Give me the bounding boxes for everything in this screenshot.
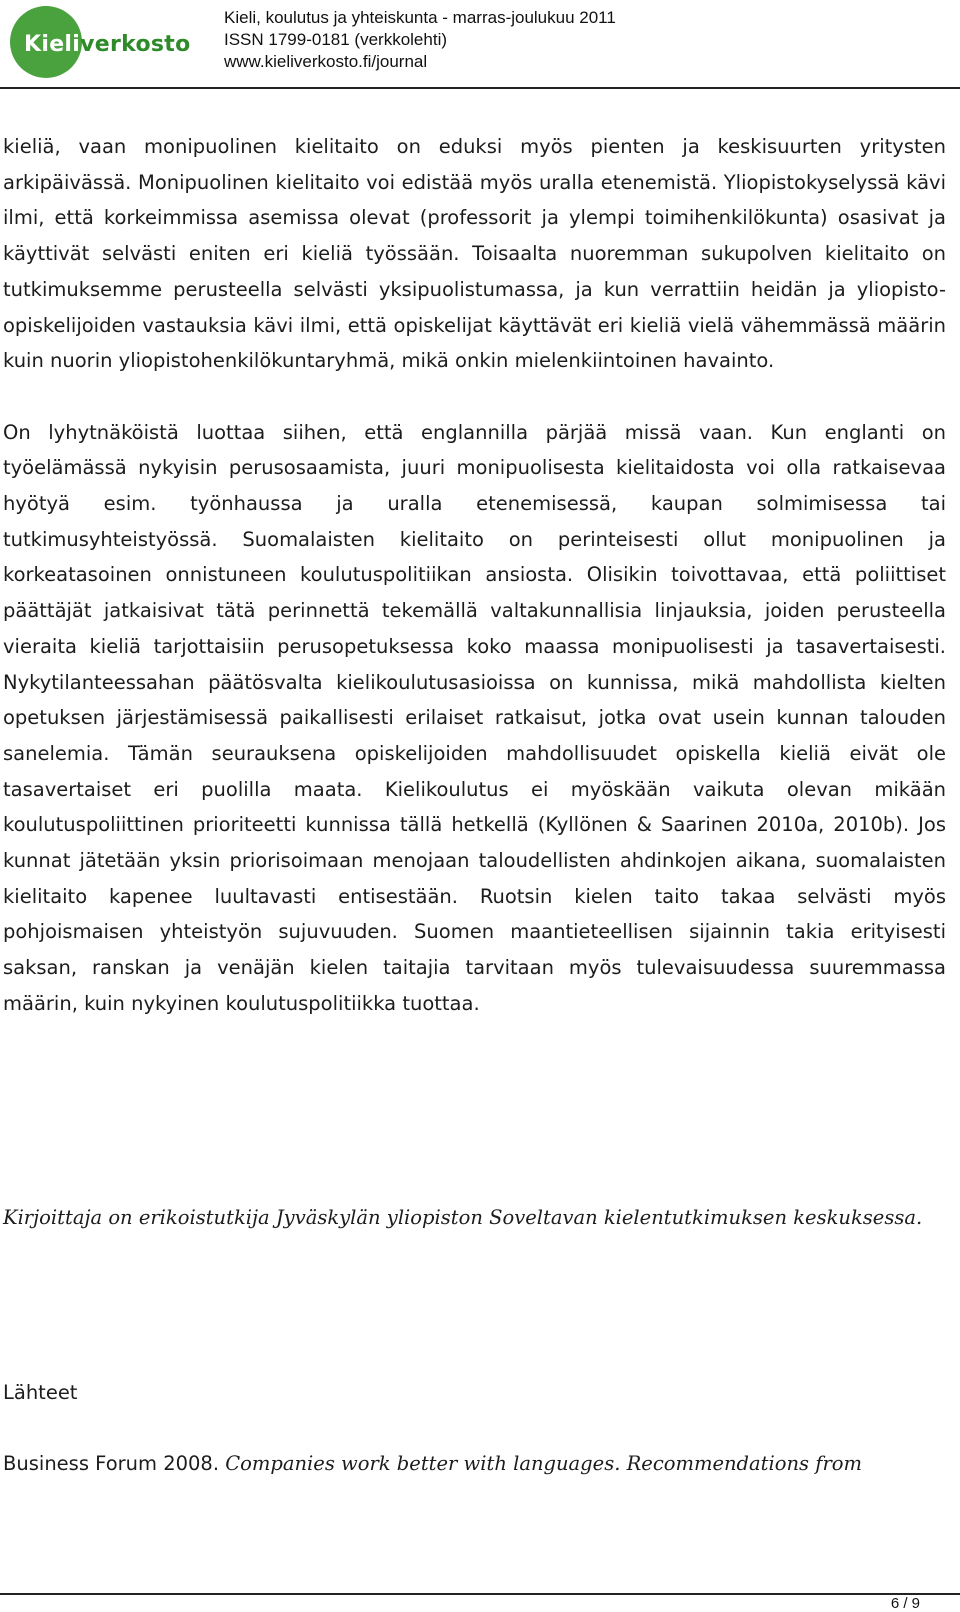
page-number: 6 / 9 bbox=[890, 1595, 920, 1612]
paragraph-2: On lyhytnäköistä luottaa siihen, että englannilla pärjää missä vaan. Kun englanti on työelämässä nykyisin perusosaamista, juuri monipuolisesta kielitaidosta voi olla ratkaisevaa hyötyä esim. työnhaussa ja uralla etenemisessä, kaupan solmimisessa tai tutkimusyhteistyössä. Suomalaisten kielitaito on perinteisesti ollut monipuolinen ja korkeatasoinen onnistuneen koulutuspolitiikan ansiosta. Olisikin toivottavaa, että poliittiset päättäjät jatkaisivat tätä perinnettä tekemällä valtakunnallisia linjauksia, joiden perusteella vieraita kieliä tarjottaisiin perusopetuksessa koko maassa monipuolisesti ja tasavertaisesti. Nykytilanteessahan päätösvalta kielikoulutusasioissa on kunnissa, mikä mahdollista kielten opetuksen järjestämisessä paikallisesti erilaiset ratkaisut, jotka ovat usein kunnan talouden sanelemia. Tämän seurauksena opiskelijoiden mahdollisuudet opiskella kieliä eivät ole tasavertaiset eri puolilla maata. Kielikoulutus ei myöskään vaikuta olevan mikään koulutuspoliittinen prioriteetti kunnissa tällä hetkellä (Kyllönen & Saarinen 2010a, 2010b). Jos kunnat jätetään yksin priorisoimaan menojaan taloudellisten ahdinkojen aikana, suomalaisten kielitaito kapenee luultavasti entisestään. Ruotsin kielen taito takaa selvästi myös pohjoismaisen yhteistyön sujuvuuden. Suomen maantieteellisen sijainnin takia erityisesti saksan, ranskan ja venäjän kielen taitajia tarvitaan myös tulevaisuudessa suuremmassa määrin, kuin nykyinen koulutuspolitiikka tuottaa. bbox=[3, 420, 946, 1015]
logo-wordmark bbox=[24, 32, 191, 57]
article-body bbox=[3, 129, 946, 1022]
author-note: Kirjoittaja on erikoistutkija Jyväskylän yliopiston Soveltavan kielentutkimuksen keskuksessa. bbox=[3, 1206, 923, 1229]
logo-wordmark-part1: Kieli bbox=[24, 32, 81, 57]
footer-divider bbox=[0, 1593, 960, 1595]
reference-title: Companies work better with languages. Recommendations from bbox=[225, 1452, 863, 1475]
page-header bbox=[0, 0, 960, 92]
journal-title: Kieli, koulutus ja yhteiskunta - marras-joulukuu 2011 bbox=[224, 8, 616, 27]
journal-meta bbox=[224, 7, 616, 73]
journal-url[interactable]: www.kieliverkosto.fi/journal bbox=[224, 52, 428, 71]
paragraph-1: kieliä, vaan monipuolinen kielitaito on eduksi myös pienten ja keskisuurten yritysten arkipäivässä. Monipuolinen kielitaito voi edistää myös uralla etenemistä. Yliopistokyselyssä kävi ilmi, että korkeimmissa asemissa olevat (professorit ja ylempi toimihenkilökunta) osasivat ja käyttivät selvästi eniten eri kieliä työssään. Toisaalta nuoremman sukupolven kielitaito on tutkimuksemme perusteella selvästi yksipuolistumassa, ja kun verrattiin heidän ja yliopisto-opiskelijoiden vastauksia kävi ilmi, että opiskelijat käyttävät eri kieliä vielä vähemmässä määrin kuin nuorin yliopistohenkilökuntaryhmä, mikä onkin mielenkiintoinen havainto. bbox=[3, 135, 946, 373]
reference-item bbox=[3, 1446, 953, 1482]
references-heading: Lähteet bbox=[3, 1381, 78, 1404]
logo-wordmark-part2: verkosto bbox=[80, 32, 191, 57]
reference-plain: Business Forum 2008. bbox=[3, 1452, 226, 1475]
header-divider bbox=[0, 87, 960, 89]
journal-issn: ISSN 1799-0181 (verkkolehti) bbox=[224, 30, 448, 49]
